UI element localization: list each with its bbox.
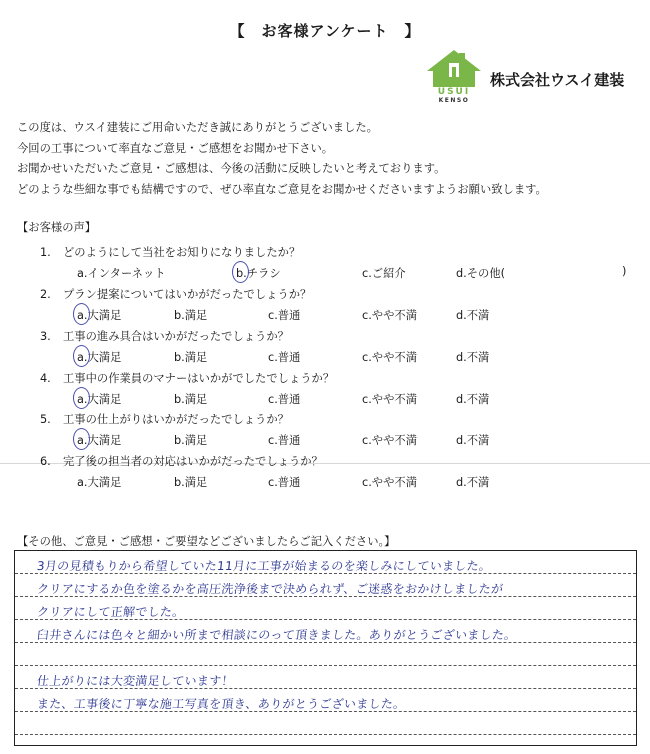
question-text: 完了後の担当者の対応はいかがだったでしょうか？ xyxy=(63,455,323,468)
option-c2[interactable]: c.やや不満 xyxy=(362,309,417,322)
writing-line xyxy=(15,665,636,666)
handwritten-line: また、工事後に丁寧な施工写真を頂き、ありがとうございました。 xyxy=(36,697,407,711)
intro-line: どのような些細な事でも結構ですので、ぜひ率直なご意見をお聞かせくださいますようお願い致します。 xyxy=(17,182,547,196)
voice-heading: 【お客様の声】 xyxy=(17,221,97,234)
question-1 xyxy=(40,244,300,260)
option-b-selected[interactable]: b.チラシ xyxy=(236,267,281,280)
page-title: 【 お客様アンケート 】 xyxy=(229,22,421,40)
company-name: 株式会社ウスイ建装 xyxy=(490,71,625,89)
option-a-selected[interactable]: a.大満足 xyxy=(77,393,122,406)
handwritten-line: クリアにして正解でした。 xyxy=(36,605,186,619)
question-6 xyxy=(40,453,323,469)
option-b[interactable]: b.満足 xyxy=(174,393,208,406)
option-c2[interactable]: c.やや不満 xyxy=(362,434,417,447)
question-4 xyxy=(40,370,334,386)
option-b[interactable]: b.満足 xyxy=(174,476,208,489)
question-6-options xyxy=(0,474,650,492)
option-d[interactable]: d.その他( xyxy=(456,267,506,280)
intro-text xyxy=(17,118,547,200)
company-logo xyxy=(425,47,483,103)
handwritten-line: クリアにするか色を塗るかを高圧洗浄後まで決められず、ご迷惑をおかけしましたが xyxy=(36,582,505,596)
question-number: 2. xyxy=(40,288,51,301)
option-c[interactable]: c.普通 xyxy=(268,393,301,406)
handwritten-line: 臼井さんには色々と細かい所まで相談にのって頂きました。ありがとうございました。 xyxy=(36,628,518,642)
option-c[interactable]: c.普通 xyxy=(268,351,301,364)
question-2-options xyxy=(0,307,650,325)
intro-line: お聞かせいただいたご意見・ご感想は、今後の活動に反映したいと考えております。 xyxy=(17,162,446,175)
question-5 xyxy=(40,411,289,427)
question-number: 1. xyxy=(40,246,51,259)
handwritten-line: 3月の見積もりから希望していた11月に工事が始まるのを楽しみにしていました。 xyxy=(36,559,492,573)
option-a[interactable]: a.大満足 xyxy=(77,476,122,489)
option-c[interactable]: c.普通 xyxy=(268,434,301,447)
option-d[interactable]: d.不満 xyxy=(456,309,490,322)
option-b[interactable]: b.満足 xyxy=(174,309,208,322)
question-text: 工事の進み具合はいかがだったでしょうか？ xyxy=(63,330,289,343)
intro-line: 今回の工事について率直なご意見・ご感想をお聞かせ下さい。 xyxy=(17,141,334,155)
option-d[interactable]: d.不満 xyxy=(456,351,490,364)
logo-text-bottom: KENSO xyxy=(438,97,470,103)
option-c2[interactable]: c.やや不満 xyxy=(362,351,417,364)
option-d[interactable]: d.不満 xyxy=(456,434,490,447)
option-a[interactable]: a.インターネット xyxy=(77,267,166,280)
question-number: 3. xyxy=(40,330,51,343)
writing-line xyxy=(15,734,636,735)
question-1-options xyxy=(0,265,650,283)
handwritten-line: 仕上がりには大変満足しています！ xyxy=(36,674,235,688)
question-4-options xyxy=(0,391,650,409)
logo-text-top: USUI xyxy=(437,87,471,97)
option-c[interactable]: c.ご紹介 xyxy=(362,267,406,280)
question-text: プラン提案についてはいかがだったでしょうか？ xyxy=(63,288,312,301)
question-number: 5. xyxy=(40,413,51,426)
intro-line: この度は、ウスイ建装にご用命いただき誠にありがとうございました。 xyxy=(17,121,378,134)
question-number: 6. xyxy=(40,455,51,468)
option-c2[interactable]: c.やや不満 xyxy=(362,393,417,406)
question-5-options xyxy=(0,432,650,450)
option-a-selected[interactable]: a.大満足 xyxy=(77,434,122,447)
question-number: 4. xyxy=(40,372,51,385)
option-a-selected[interactable]: a.大満足 xyxy=(77,351,122,364)
option-b[interactable]: b.満足 xyxy=(174,351,208,364)
option-c2[interactable]: c.やや不満 xyxy=(362,476,417,489)
option-c[interactable]: c.普通 xyxy=(268,476,301,489)
question-text: 工事の仕上がりはいかがだったでしょうか？ xyxy=(63,413,289,426)
option-d[interactable]: d.不満 xyxy=(456,476,490,489)
option-b[interactable]: b.満足 xyxy=(174,434,208,447)
question-3 xyxy=(40,328,289,344)
question-text: 工事中の作業員のマナーはいかがでしたでしょうか？ xyxy=(63,372,335,385)
question-text: どのようにして当社をお知りになりましたか？ xyxy=(63,246,301,259)
question-3-options xyxy=(0,349,650,367)
comments-box[interactable] xyxy=(14,550,637,746)
option-c[interactable]: c.普通 xyxy=(268,309,301,322)
option-a-selected[interactable]: a.大満足 xyxy=(77,309,122,322)
question-2 xyxy=(40,286,311,302)
option-d-close-paren: ) xyxy=(622,265,627,278)
other-comments-heading: 【その他、ご意見・ご感想・ご要望などございましたらご記入ください。】 xyxy=(17,535,396,548)
option-d[interactable]: d.不満 xyxy=(456,393,490,406)
